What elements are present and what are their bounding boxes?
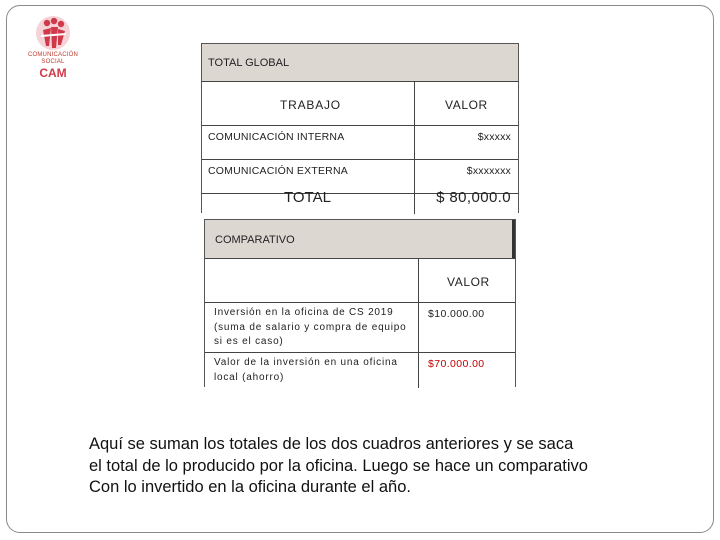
caption-line-2: el total de lo producido por la oficina. Luego se hace un comparativo xyxy=(89,456,588,475)
row-value-inversion: $10.000.00 xyxy=(428,308,485,320)
row-label-externa: COMUNICACIÓN EXTERNA xyxy=(208,165,348,177)
logo-text-cam: CAM xyxy=(39,66,67,80)
row-label-inversion: Inversión en la oficina de CS 2019 (suma de salario y compra de equipo si es el caso) xyxy=(214,307,407,347)
row-value-externa: $xxxxxxx xyxy=(466,165,511,177)
row-value-interna: $xxxxx xyxy=(477,131,511,143)
col-header-trabajo: TRABAJO xyxy=(280,98,341,112)
comparativo-table xyxy=(204,219,516,387)
col-header-valor: VALOR xyxy=(447,275,490,289)
row-divider xyxy=(205,302,515,303)
row-label-ahorro: Valor de la inversión en una oficina local (ahorro) xyxy=(214,357,398,383)
row-divider xyxy=(205,352,515,353)
comparativo-title: COMPARATIVO xyxy=(215,234,295,246)
total-value: $ 80,000.0 xyxy=(436,189,511,206)
total-global-title: TOTAL GLOBAL xyxy=(208,57,290,69)
column-divider xyxy=(418,259,419,388)
row-value-ahorro: $70.000.00 xyxy=(428,358,485,370)
logo-text-line2: SOCIAL xyxy=(41,59,65,65)
logo xyxy=(20,14,86,94)
row-divider xyxy=(202,125,518,126)
people-logo-icon xyxy=(33,14,73,52)
caption-text xyxy=(89,434,689,499)
total-label: TOTAL xyxy=(284,189,331,206)
total-global-table xyxy=(201,43,519,213)
row-label-interna: COMUNICACIÓN INTERNA xyxy=(208,131,345,143)
row-divider xyxy=(202,159,518,160)
comparativo-header xyxy=(205,220,515,259)
caption-line-3: Con lo invertido en la oficina durante el año. xyxy=(89,478,411,496)
total-global-header xyxy=(202,44,518,82)
col-header-valor: VALOR xyxy=(445,98,488,112)
column-divider xyxy=(414,82,415,214)
logo-text-line1: COMUNICACIÓN xyxy=(27,52,79,58)
caption-line-1: Aquí se suman los totales de los dos cuadros anteriores y se saca xyxy=(89,435,574,453)
